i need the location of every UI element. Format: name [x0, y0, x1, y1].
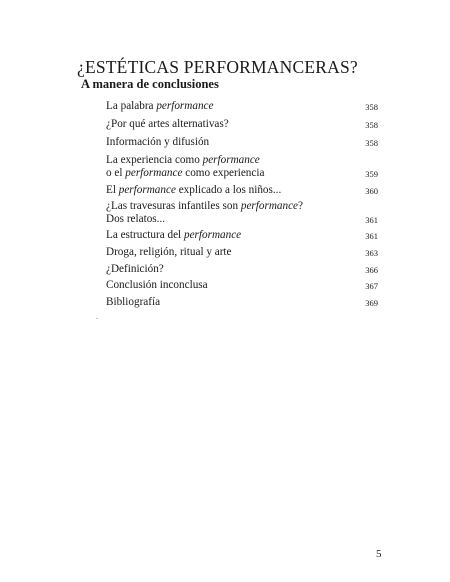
toc-entry[interactable] — [106, 229, 378, 242]
toc-entry-title-text: Bibliografía — [106, 296, 161, 308]
toc-entry[interactable] — [106, 184, 378, 197]
toc-entry-page-number: 366 — [365, 265, 378, 275]
toc-entry-title-italic: performance — [202, 154, 260, 166]
toc-entry-title-text: ? Dos relatos... — [106, 200, 303, 225]
toc-entry[interactable] — [106, 118, 378, 131]
toc-entry[interactable] — [106, 246, 378, 259]
toc-entry-page-number: 358 — [365, 120, 378, 130]
toc-entry[interactable] — [106, 136, 378, 149]
toc-entry-page-number: 358 — [365, 138, 378, 148]
toc-entry-page-number: 361 — [365, 231, 378, 241]
toc-entry-page-number: 367 — [365, 281, 378, 291]
toc-entry-title — [106, 184, 348, 197]
toc-entry-title-text: La palabra — [106, 100, 157, 112]
toc-entry-title — [106, 136, 348, 149]
toc-entry[interactable] — [106, 263, 378, 276]
toc-entry-title-text: Información y difusión — [106, 136, 210, 148]
toc-entry-title-italic: performance — [183, 229, 242, 241]
table-of-contents — [106, 100, 378, 309]
toc-entry-title-text: ¿Por qué artes alternativas? — [106, 118, 229, 130]
toc-entry[interactable] — [106, 200, 378, 226]
toc-entry-page-number: 359 — [365, 169, 378, 179]
toc-entry-page-number: 361 — [365, 215, 378, 225]
toc-entry-title-italic: performance — [118, 184, 176, 196]
toc-entry-page-number: 360 — [365, 186, 378, 196]
toc-entry-title-italic: performance — [240, 200, 299, 212]
toc-entry-title — [106, 279, 348, 292]
toc-entry-title-text: Conclusión inconclusa — [106, 279, 208, 291]
toc-entry-title-text: ¿Definición? — [106, 263, 164, 275]
toc-entry-title-text: como experiencia — [182, 167, 265, 179]
toc-entry-page-number: 363 — [365, 248, 378, 258]
toc-entry-title — [106, 100, 348, 113]
toc-entry[interactable] — [106, 154, 378, 180]
toc-entry[interactable] — [106, 100, 378, 113]
toc-entry-title — [106, 154, 348, 180]
toc-entry-title-text: La estructura del — [106, 229, 184, 241]
toc-entry-title — [106, 200, 348, 226]
toc-entry-title-text: La experiencia como — [106, 154, 203, 166]
toc-entry[interactable] — [106, 296, 378, 309]
toc-entry-title-italic: performance — [156, 100, 214, 112]
page-number: 5 — [376, 548, 382, 560]
toc-entry-page-number: 358 — [365, 102, 378, 112]
toc-entry-title-text: explicado a los niños... — [175, 184, 282, 196]
toc-entry-title-text: El — [106, 184, 119, 196]
toc-entry[interactable] — [106, 279, 378, 292]
toc-entry-title — [106, 296, 348, 309]
toc-entry-title — [106, 118, 348, 131]
toc-entry-title — [106, 229, 348, 242]
toc-entry-title-text: o el — [106, 167, 126, 179]
toc-entry-title — [106, 246, 348, 259]
toc-entry-title-italic: performance — [125, 167, 183, 179]
toc-entry-title-text: ¿Las travesuras infantiles son — [106, 200, 241, 212]
chapter-subtitle: A manera de conclusiones — [81, 77, 219, 91]
paper-speck — [96, 318, 98, 319]
toc-entry-page-number: 369 — [365, 298, 378, 308]
chapter-title: ¿ESTÉTICAS PERFORMANCERAS? — [77, 57, 358, 77]
toc-entry-title — [106, 263, 348, 276]
toc-entry-title-text: Droga, religión, ritual y arte — [106, 246, 232, 258]
